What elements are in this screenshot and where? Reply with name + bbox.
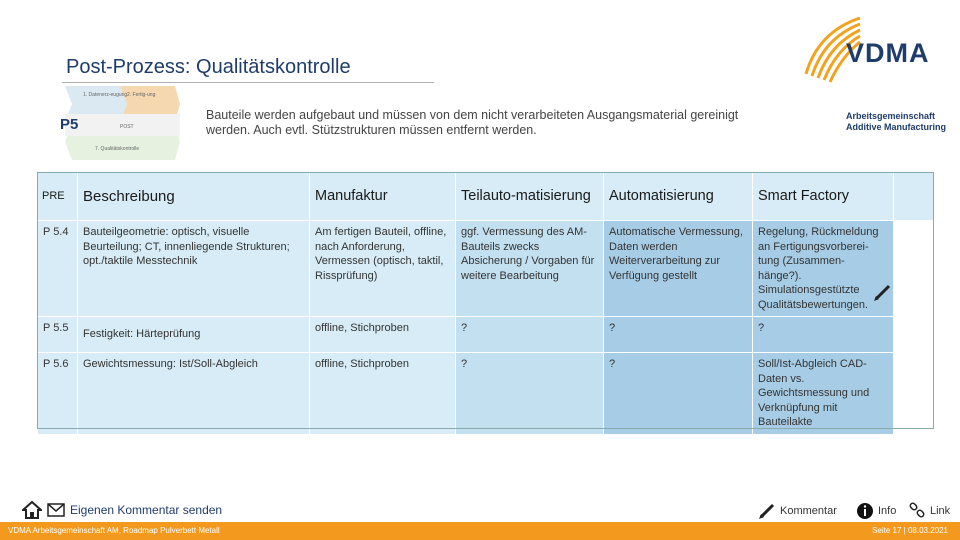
legend-link[interactable] xyxy=(908,502,950,520)
row-code: P 5.5 xyxy=(38,317,78,353)
row-smart-factory: Regelung, Rückmeldung an Fertigungsvorberei-tung (Zusammen-hänge?). Simulationsgestützte Qualitätsbewertungen. xyxy=(753,221,894,317)
legend-info[interactable] xyxy=(856,502,896,520)
row-beschreibung: Gewichtsmessung: Ist/Soll-Abgleich xyxy=(78,353,310,435)
thumb-label-4: 7. Qualitätskontrolle xyxy=(95,146,140,152)
row-code: P 5.4 xyxy=(38,221,78,317)
legend-kommentar-label: Kommentar xyxy=(780,505,837,517)
page-title: Post-Prozess: Qualitätskontrolle xyxy=(66,56,351,78)
process-diagram-thumbnail[interactable] xyxy=(65,86,180,160)
table-row xyxy=(38,221,935,317)
header-teilautomatisierung: Teilauto-matisierung xyxy=(456,173,604,221)
link-icon xyxy=(908,502,926,520)
process-intro: Bauteile werden aufgebaut und müssen von dem nicht verarbeiteten Ausgangsmaterial gereinigt werden. Auch evtl. Stützstrukturen müssen entfernt werden. xyxy=(206,108,739,137)
header-pre: PRE xyxy=(38,173,78,221)
row-empty xyxy=(894,221,935,317)
row-automatisierung: ? xyxy=(604,317,753,353)
row-manufaktur: Am fertigen Bauteil, offline, nach Anforderung, Vermessen (optisch, taktil, Rissprüfung) xyxy=(310,221,456,317)
legend-info-label: Info xyxy=(878,505,897,517)
row-smart-factory: Soll/Ist-Abgleich CAD-Daten vs. Gewichtsmessung und Verknüpfung mit Bauteilakte xyxy=(753,353,894,435)
row-beschreibung: Bauteilgeometrie: optisch, visuelle Beurteilung; CT, innenliegende Strukturen; opt./taktile Messtechnik xyxy=(78,221,310,317)
home-icon[interactable] xyxy=(22,500,42,520)
logo-subtitle xyxy=(846,111,946,133)
info-icon xyxy=(856,502,874,520)
footer-page: Seite 17 | 08.03.2021 xyxy=(872,526,948,535)
comment-pencil-icon[interactable] xyxy=(873,282,893,302)
logo-subtitle-line2: Additive Manufacturing xyxy=(846,122,947,132)
row-automatisierung: ? xyxy=(604,353,753,435)
row-beschreibung: Festigkeit: Härteprüfung xyxy=(78,317,310,353)
table-row xyxy=(38,353,935,435)
row-smart-factory: ? xyxy=(753,317,894,353)
legend-link-label: Link xyxy=(930,505,951,517)
thumb-label-2: 2. Fertig-ung xyxy=(127,92,156,98)
thumb-label-1: 1. Datenerz-eugung xyxy=(83,92,128,98)
row-manufaktur: offline, Stichproben xyxy=(310,353,456,435)
logo-subtitle-line1: Arbeitsgemeinschaft xyxy=(846,111,936,121)
row-empty xyxy=(894,353,935,435)
send-comment-link[interactable]: Eigenen Kommentar senden xyxy=(70,503,223,517)
bottom-nav xyxy=(22,499,222,521)
row-teilautomatisierung: ? xyxy=(456,353,604,435)
table-header-row xyxy=(38,173,935,221)
row-teilautomatisierung: ggf. Vermessung des AM-Bauteils zwecks Absicherung / Vorgaben für weitere Bearbeitung xyxy=(456,221,604,317)
header-beschreibung: Beschreibung xyxy=(78,173,310,221)
row-teilautomatisierung: ? xyxy=(456,317,604,353)
thumb-label-3: POST xyxy=(120,124,134,130)
process-code: P5 xyxy=(60,116,79,133)
maturity-table xyxy=(37,172,935,435)
header-manufaktur: Manufaktur xyxy=(310,173,456,221)
header-automatisierung: Automatisierung xyxy=(604,173,753,221)
row-code: P 5.6 xyxy=(38,353,78,435)
legend-kommentar[interactable] xyxy=(758,502,837,520)
row-automatisierung: Automatische Vermessung, Daten werden Weiterverarbeitung zur Verfügung gestellt xyxy=(604,221,753,317)
title-divider xyxy=(62,82,434,83)
logo-wordmark: VDMA xyxy=(846,38,930,68)
pencil-icon xyxy=(758,502,776,520)
row-manufaktur: offline, Stichproben xyxy=(310,317,456,353)
table-row xyxy=(38,317,935,353)
row-empty xyxy=(894,317,935,353)
footer-source: VDMA Arbeitsgemeinschaft AM, Roadmap Pulverbett Metall xyxy=(8,526,220,535)
header-empty xyxy=(894,173,935,221)
header-smart-factory: Smart Factory xyxy=(753,173,894,221)
mail-icon[interactable] xyxy=(46,500,66,520)
